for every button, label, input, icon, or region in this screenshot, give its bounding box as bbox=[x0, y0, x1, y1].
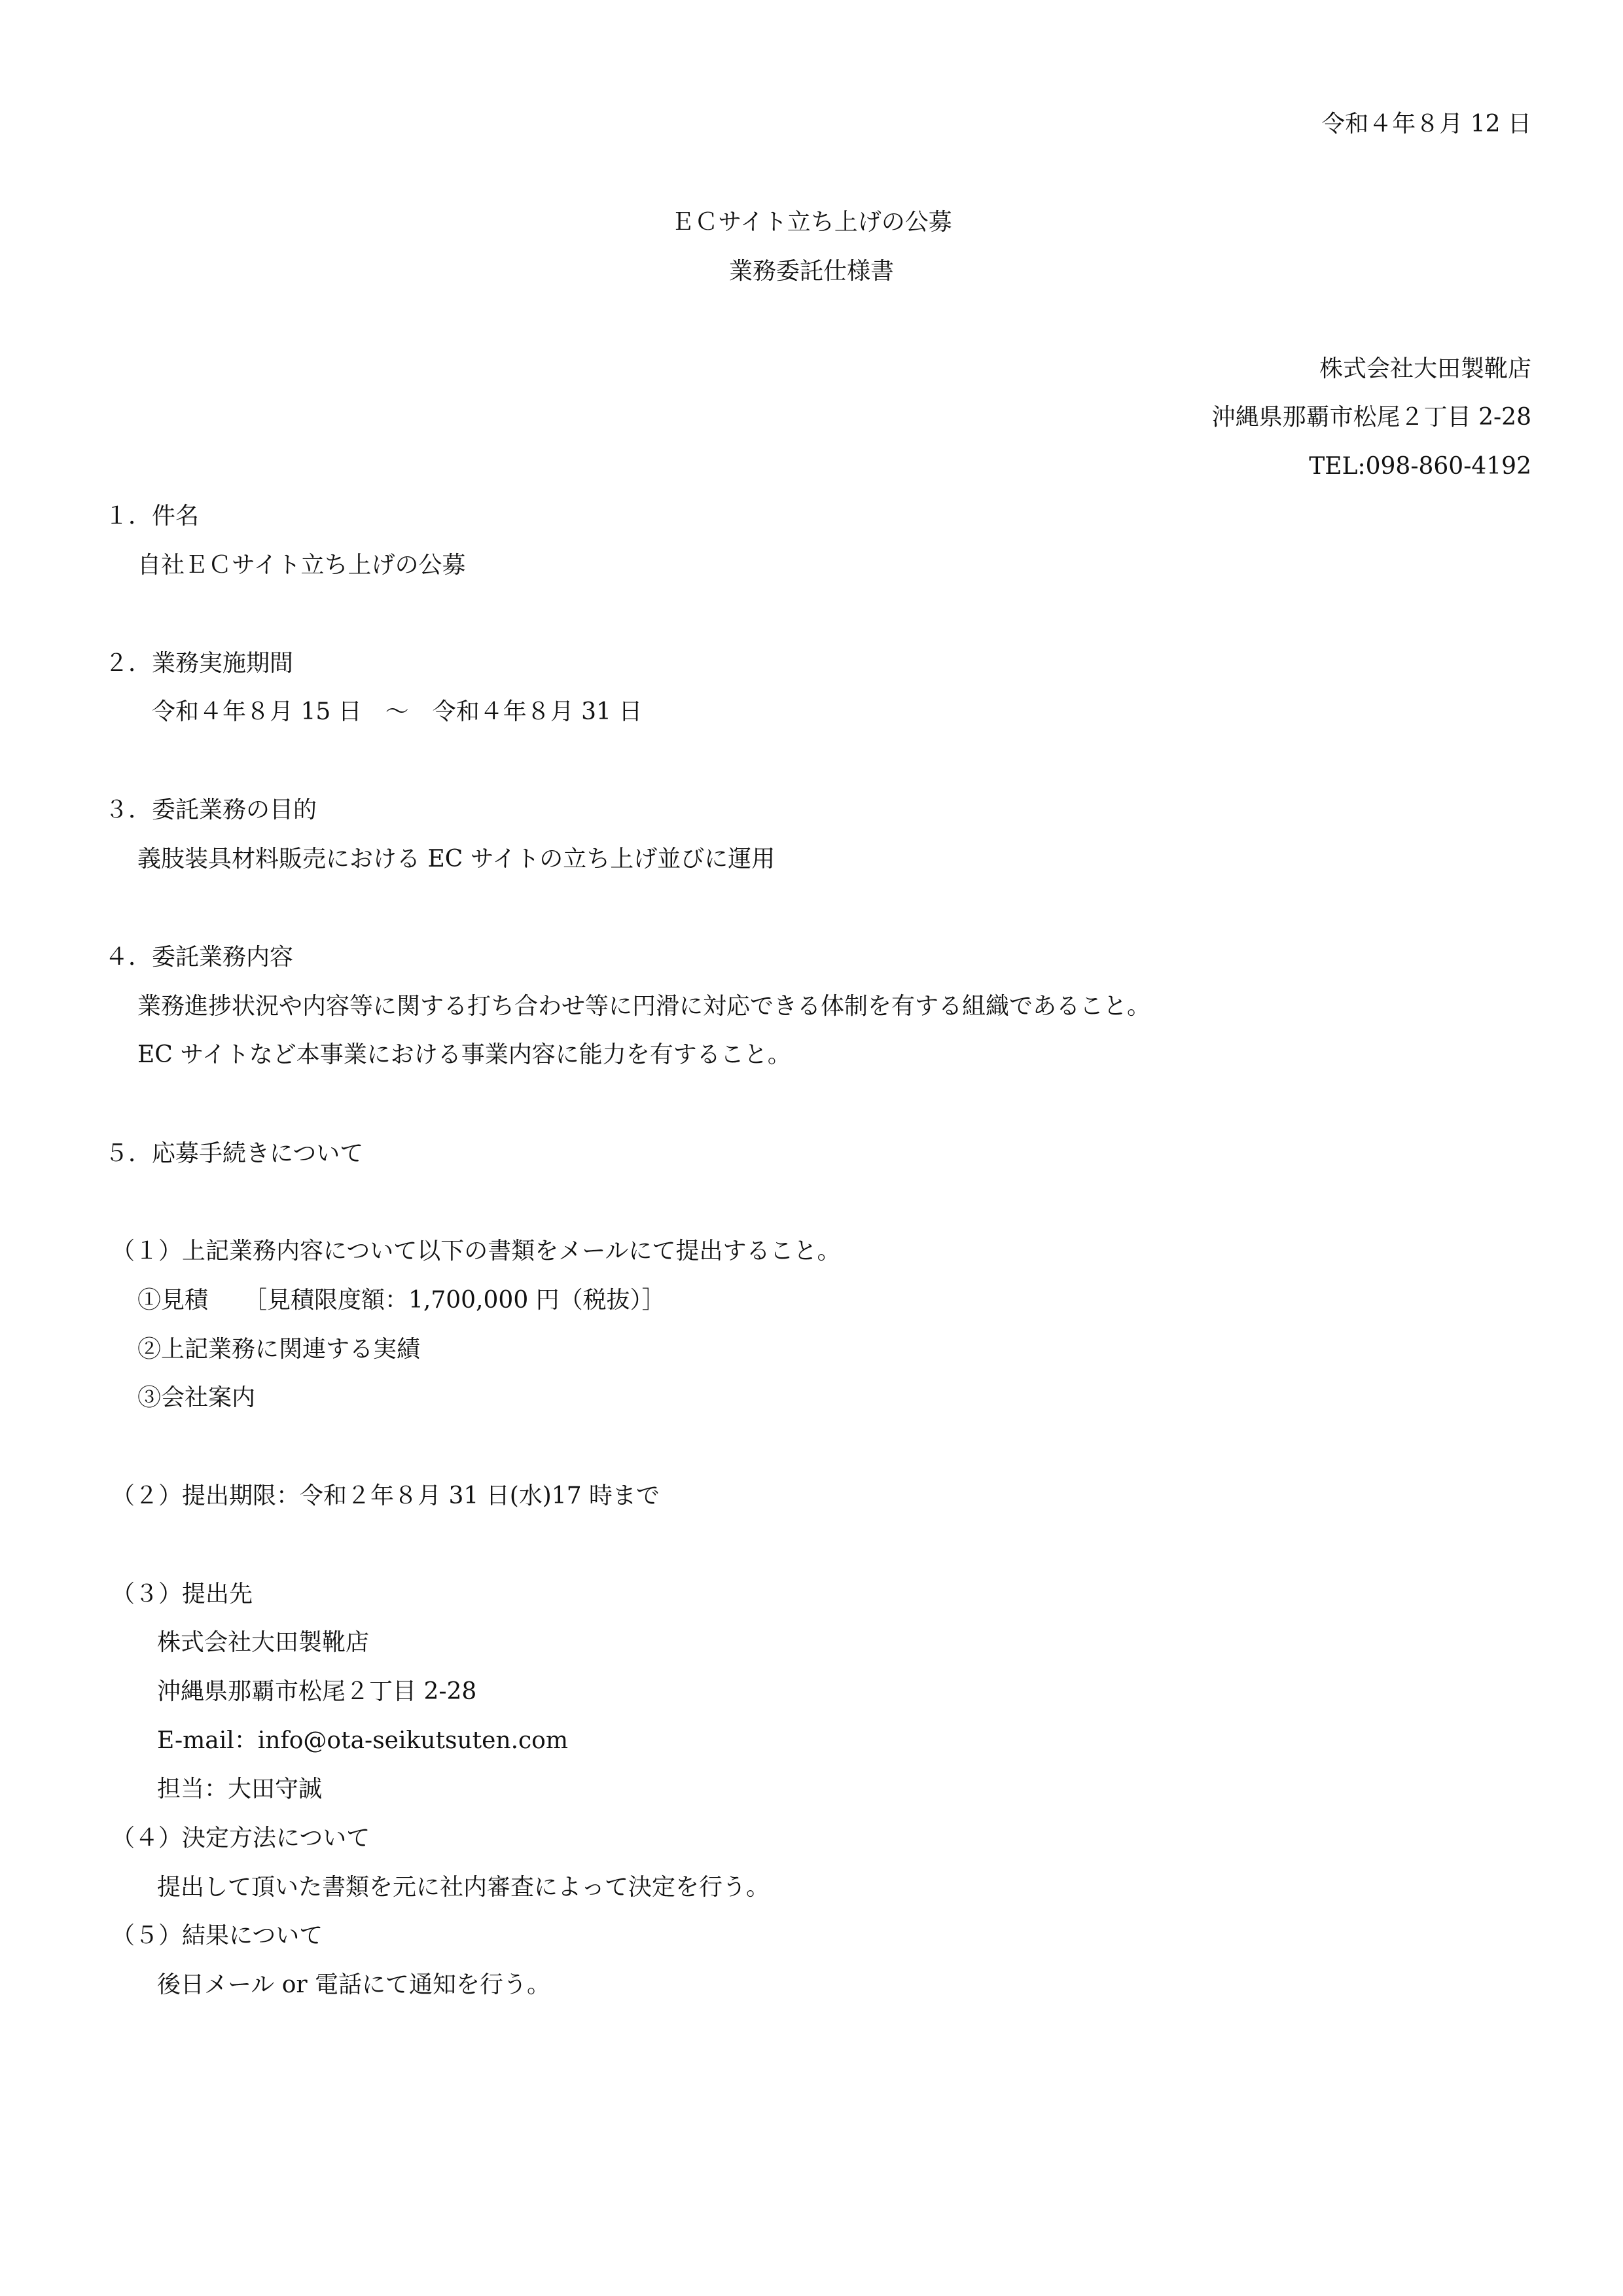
section-1-heading: １．件名 bbox=[105, 503, 200, 529]
section-4-body-2: EC サイトなど本事業における事業内容に能力を有すること。 bbox=[137, 1041, 791, 1068]
item-3-company: 株式会社大田製靴店 bbox=[157, 1629, 370, 1656]
section-4-body-1: 業務進捗状況や内容等に関する打ち合わせ等に円滑に対応できる体制を有する組織であること。 bbox=[137, 993, 1151, 1020]
item-1-list-achievements: ②上記業務に関連する実績 bbox=[137, 1336, 421, 1363]
company-tel: TEL:098-860-4192 bbox=[1309, 453, 1531, 480]
item-1-heading: （１）上記業務内容について以下の書類をメールにて提出すること。 bbox=[111, 1238, 841, 1265]
item-3-email: E-mail：info@ota-seikutsuten.com bbox=[157, 1727, 568, 1754]
item-3-contact-person: 担当：大田守誠 bbox=[157, 1776, 323, 1803]
item-1-list-estimate: ①見積 ［見積限度額：1,700,000 円（税抜）］ bbox=[137, 1287, 666, 1314]
section-2-body: 令和４年８月 15 日 ～ 令和４年８月 31 日 bbox=[152, 698, 643, 725]
document-subtitle: 業務委託仕様書 bbox=[728, 258, 894, 285]
item-4-heading: （４）決定方法について bbox=[111, 1825, 370, 1852]
section-3-body: 義肢装具材料販売における EC サイトの立ち上げ並びに運用 bbox=[137, 846, 776, 872]
item-1-list-company-profile: ③会社案内 bbox=[137, 1384, 256, 1411]
document-title: ＥＣサイト立ち上げの公募 bbox=[671, 209, 952, 236]
company-name: 株式会社大田製靴店 bbox=[1319, 355, 1531, 382]
section-2-heading: ２．業務実施期間 bbox=[105, 650, 294, 677]
item-5-heading: （５）結果について bbox=[111, 1922, 323, 1949]
company-address: 沖縄県那覇市松尾２丁目 2-28 bbox=[1211, 404, 1531, 431]
item-3-address: 沖縄県那覇市松尾２丁目 2-28 bbox=[157, 1678, 477, 1705]
section-3-heading: ３．委託業務の目的 bbox=[105, 797, 317, 823]
item-3-heading: （３）提出先 bbox=[111, 1581, 253, 1607]
document-date: 令和４年８月 12 日 bbox=[1321, 111, 1531, 137]
section-4-heading: ４．委託業務内容 bbox=[105, 944, 294, 971]
item-4-body: 提出して頂いた書類を元に社内審査によって決定を行う。 bbox=[157, 1874, 770, 1901]
item-5-body: 後日メール or 電話にて通知を行う。 bbox=[157, 1971, 551, 1998]
section-1-body: 自社ＥＣサイト立ち上げの公募 bbox=[137, 552, 466, 579]
section-5-heading: ５．応募手続きについて bbox=[105, 1140, 364, 1167]
item-2-heading: （２）提出期限：令和２年８月 31 日(水)17 時まで bbox=[111, 1482, 660, 1509]
